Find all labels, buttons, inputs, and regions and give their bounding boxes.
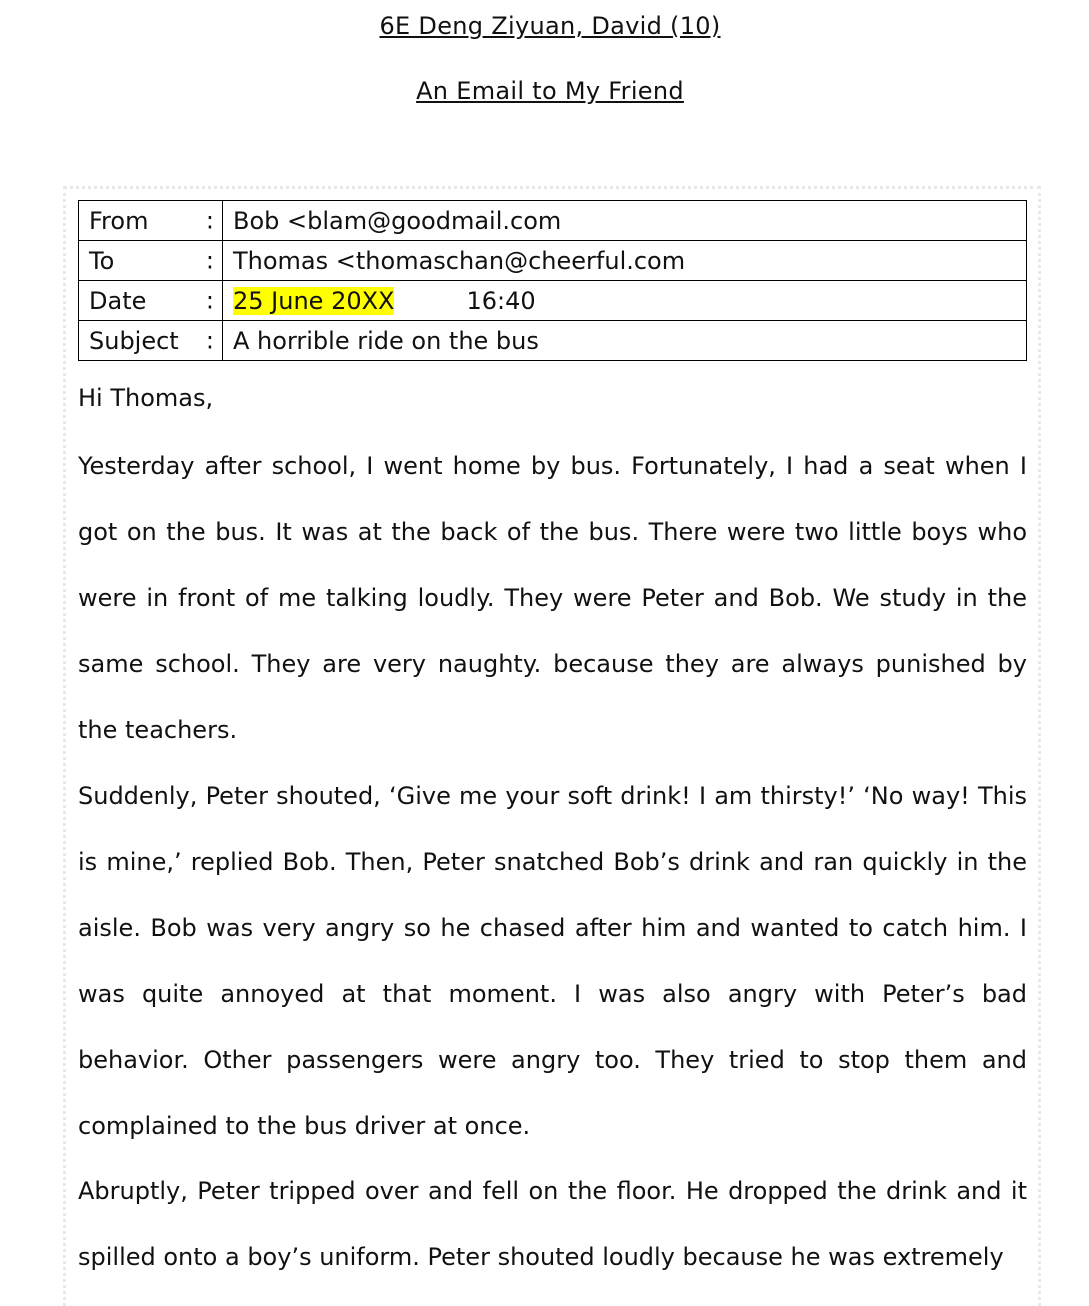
- from-label: From: [89, 206, 149, 235]
- email-date-row: [79, 281, 1027, 321]
- paragraph-2: Suddenly, Peter shouted, ‘Give me your soft drink! I am thirsty!’ ‘No way! This is mine,’ replied Bob. Then, Peter snatched Bob’s drink and ran quickly in the aisle. Bob was very angry so he chased after him and wanted to catch him. I was quite annoyed at that moment. I was also angry with Peter’s bad behavior. Other passengers were angry too. They tried to stop them and complained to the bus driver at once.: [78, 782, 1027, 1140]
- to-value: Thomas <thomaschan@cheerful.com: [223, 241, 1027, 281]
- student-info-heading: 6E Deng Ziyuan, David (10): [379, 12, 721, 40]
- subject-value: A horrible ride on the bus: [223, 321, 1027, 361]
- from-value: Bob <blam@goodmail.com: [223, 201, 1027, 241]
- document-title: An Email to My Friend: [416, 77, 684, 105]
- email-from-row: [79, 201, 1027, 241]
- paragraph-1: Yesterday after school, I went home by bus. Fortunately, I had a seat when I got on the bus. It was at the back of the bus. There were two little boys who were in front of me talking loudly. They were Peter and Bob. We study in the same school. They are very naughty. because they are always punished by the teachers.: [78, 452, 1027, 744]
- date-value-highlighted: 25 June 20XX: [233, 286, 395, 315]
- email-to-row: [79, 241, 1027, 281]
- date-label: Date: [89, 286, 147, 315]
- colon: :: [205, 245, 214, 274]
- paragraph-3: Abruptly, Peter tripped over and fell on the floor. He dropped the drink and it spilled onto a boy’s uniform. Peter shouted loudly because he was extremely: [78, 1177, 1027, 1271]
- letter-greeting: Hi Thomas,: [78, 384, 214, 412]
- subject-label: Subject: [89, 326, 179, 355]
- time-value: 16:40: [466, 286, 536, 315]
- email-header-table: [78, 200, 1027, 361]
- colon: :: [205, 285, 214, 314]
- to-label: To: [89, 246, 115, 275]
- colon: :: [205, 205, 214, 234]
- colon: :: [205, 325, 214, 354]
- email-subject-row: [79, 321, 1027, 361]
